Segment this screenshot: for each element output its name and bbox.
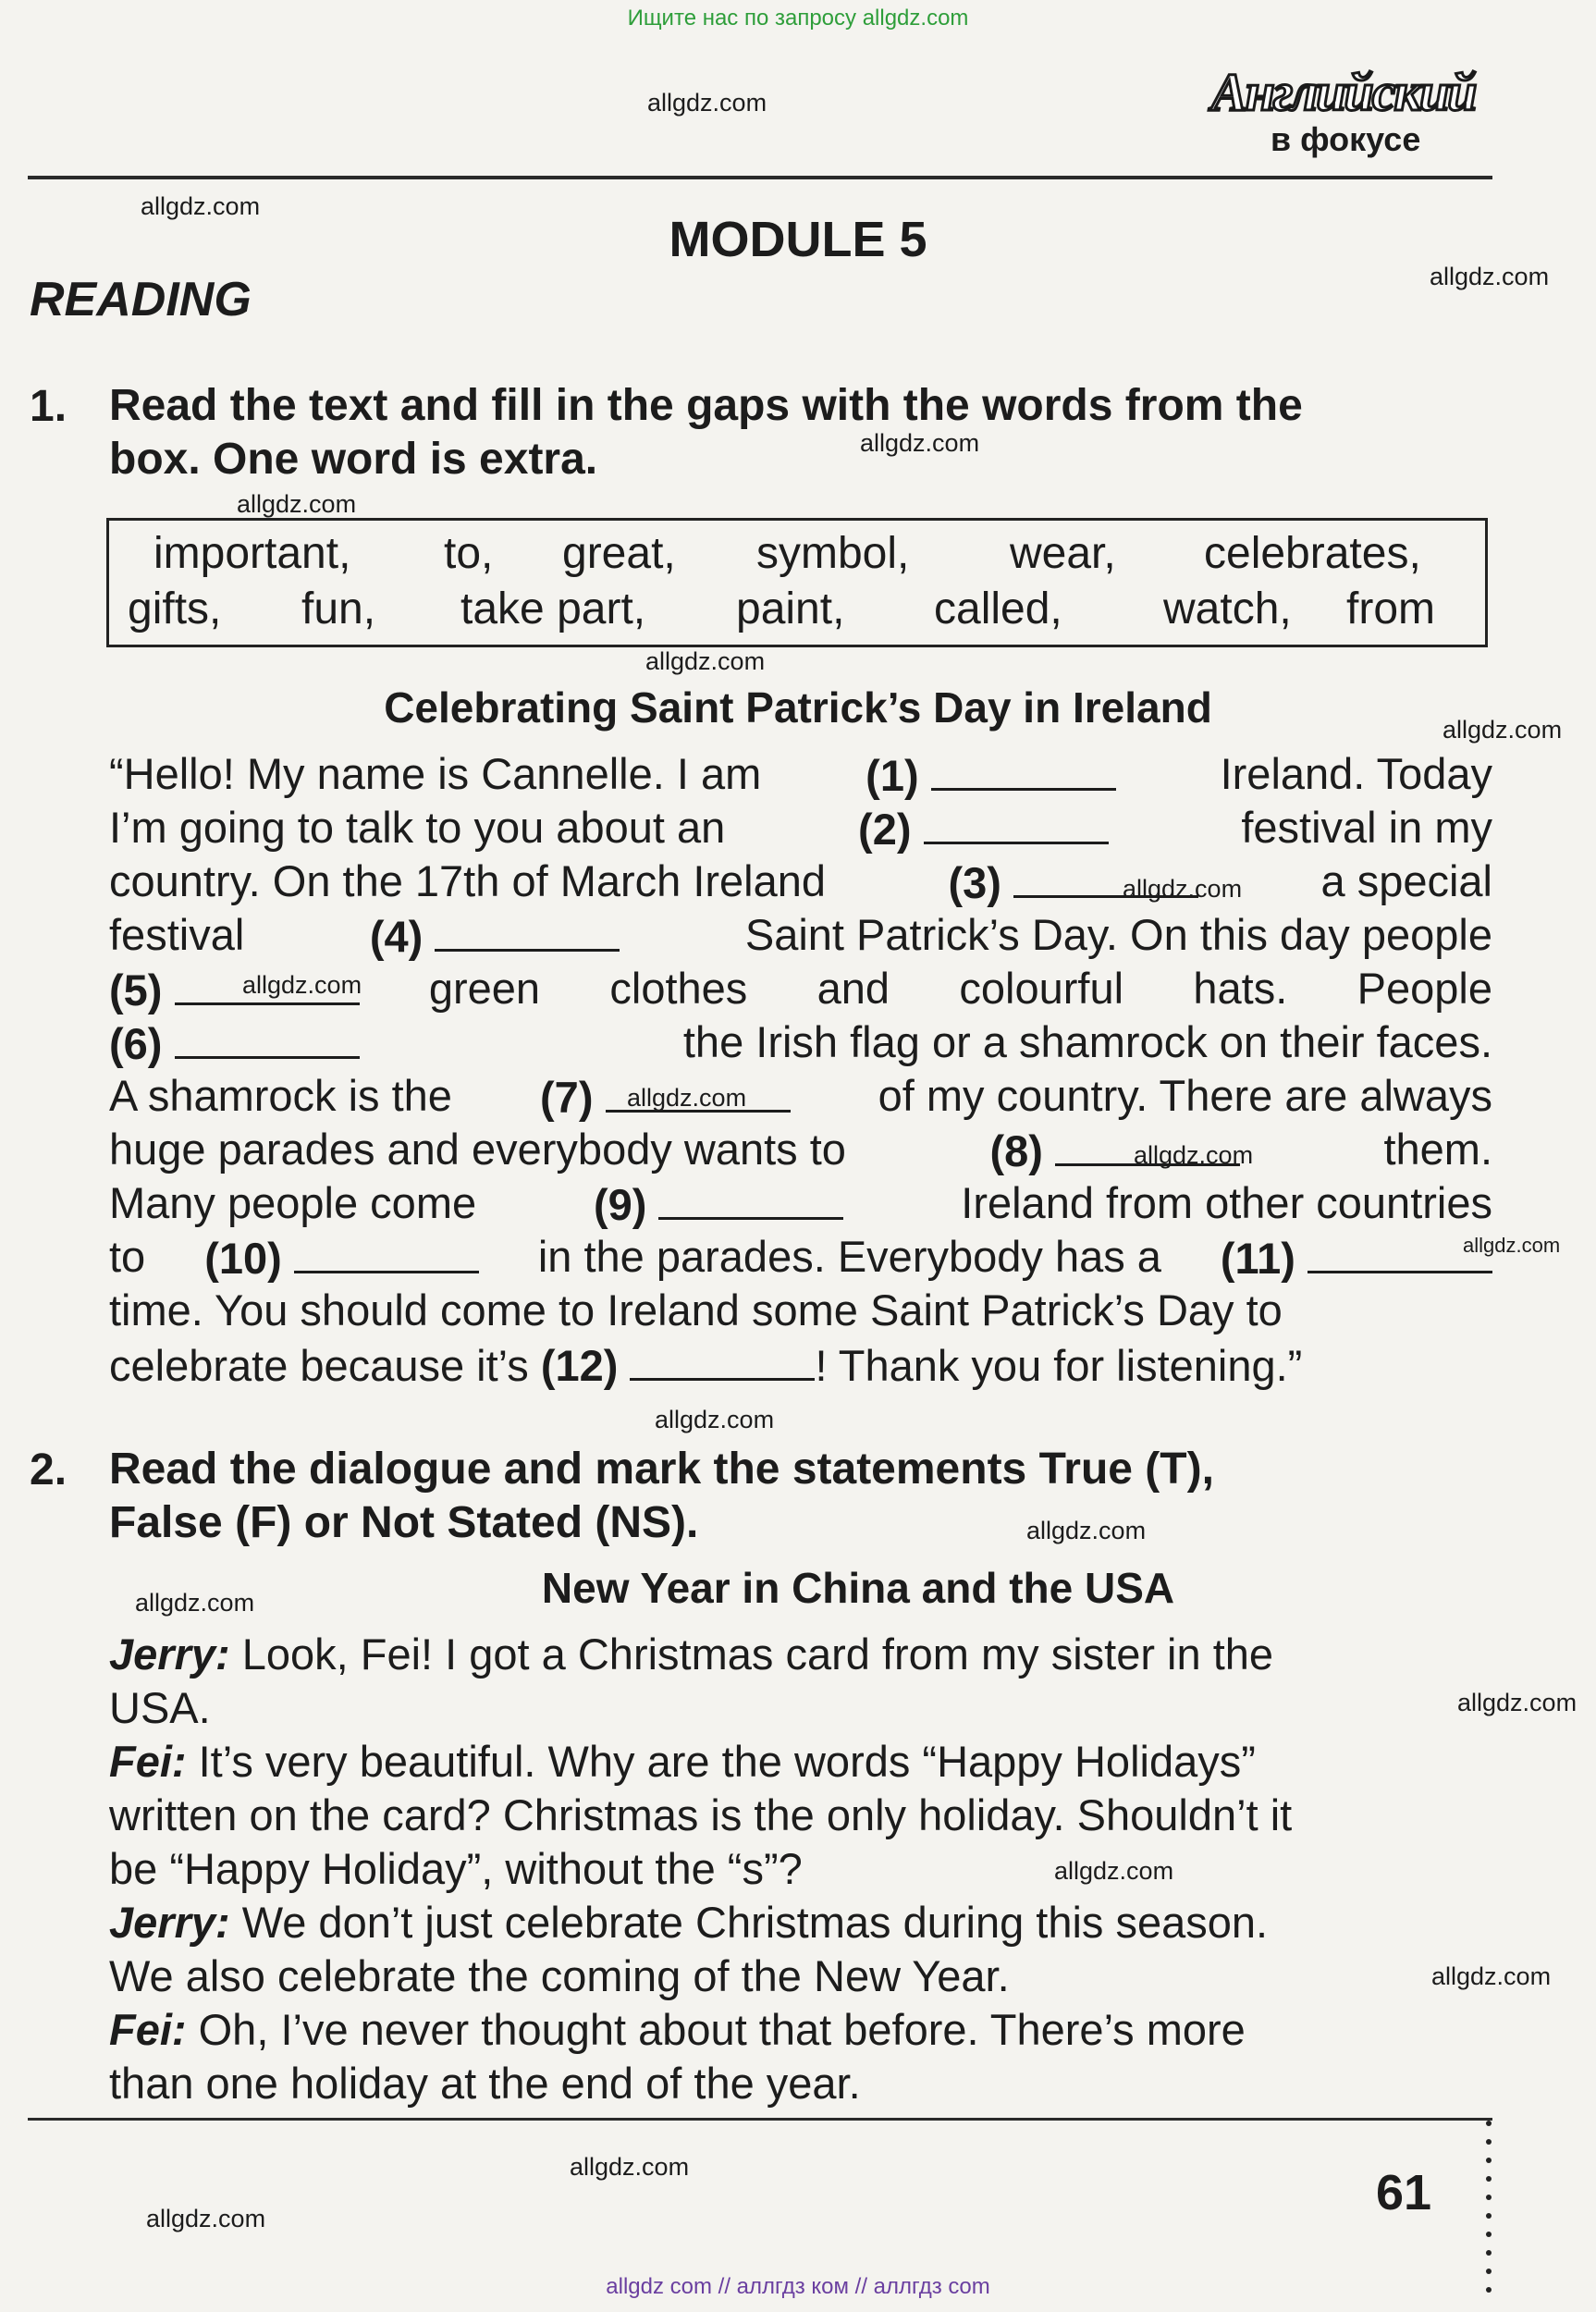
text-span: ! Thank you for listening.” [815,1341,1303,1390]
gap-blank[interactable] [658,1176,843,1220]
text-span: Many people come [109,1178,477,1227]
text-line [109,908,1492,964]
gap-blank[interactable] [435,908,620,952]
speaker-name: Jerry: [109,1629,230,1679]
watermark: allgdz.com [1443,716,1563,744]
text-span: People [1357,964,1492,1013]
gap-number: (7) [540,1073,594,1122]
gap-number: (11) [1220,1234,1295,1283]
gap-blank[interactable] [931,747,1116,791]
word: to, [444,529,494,578]
dialogue-line [109,2003,1492,2057]
watermark: allgdz.com [647,89,767,117]
text-span: and [816,964,890,1013]
watermark: allgdz.com [146,2205,266,2232]
task1-instruction-line1 [109,379,1496,433]
text-span: in the parades. Everybody has a [537,1232,1161,1281]
text-span: Look, Fei! I got a Christmas card from my sister in the [241,1629,1274,1679]
task2-instruction [109,1443,1496,1550]
speaker-name: Fei: [109,2005,187,2054]
text-line [109,1123,1492,1178]
watermark: allgdz.com [135,1589,255,1617]
text-line [109,1015,1492,1071]
module-title: MODULE 5 [669,212,927,267]
book-logo [1211,61,1507,163]
text-span: a special [1320,856,1492,905]
gap-blank[interactable] [924,801,1109,844]
page-number: 61 [1376,2165,1432,2220]
text-span: “Hello! My name is Cannelle. I am [109,749,762,798]
word: symbol, [756,529,910,578]
text-span: colourful [959,964,1124,1013]
text-span: clothes [609,964,748,1013]
text-span: time. You should come to Ireland some Saint Patrick’s Day to [109,1285,1283,1334]
text-span: I’m going to talk to you about an [109,803,726,852]
task1-line1-text: Read the text and fill in the gaps with the words from the [109,381,1303,430]
gap-number: (3) [948,858,1001,907]
watermark: allgdz.com [1134,1141,1254,1169]
text-span: Ireland. Today [1220,749,1492,798]
dotted-border-decoration [1484,2118,1493,2303]
word: gifts, [128,584,222,633]
text-span: USA. [109,1683,211,1732]
watermark: allgdz.com [655,1406,775,1433]
watermark: allgdz.com [1431,1962,1552,1990]
text-span: hats. [1193,964,1288,1013]
watermark: allgdz.com [1463,1234,1561,1257]
gap-blank[interactable] [630,1337,815,1381]
dialogue-line [109,1896,1492,1949]
dialogue-title: New Year in China and the USA [541,1564,1175,1612]
gap-blank[interactable] [175,1015,360,1059]
dialogue-line [109,1842,1492,1896]
text-span: written on the card? Christmas is the only holiday. Shouldn’t it [109,1790,1293,1839]
text-span: A shamrock is the [109,1071,452,1120]
gap-number: (10) [204,1234,282,1283]
watermark: allgdz.com [1026,1517,1147,1544]
text-span: Saint Patrick’s Day. On this day people [744,910,1492,959]
gap-blank[interactable] [294,1230,479,1273]
dialogue-line [109,1789,1492,1842]
text-line [109,855,1492,910]
text-line [109,1284,1492,1337]
watermark: allgdz.com [1457,1689,1578,1716]
top-banner[interactable]: Ищите нас по запросу allgdz.com [627,6,969,31]
text-span: the Irish flag or a shamrock on their faces. [682,1017,1492,1066]
section-title: READING [30,273,252,326]
text-span: festival [109,910,245,959]
word: wear, [1010,529,1116,578]
text-span: Ireland from other countries [961,1178,1492,1227]
watermark: allgdz.com [242,971,362,999]
word-box [106,518,1488,647]
gap-number: (5) [109,965,163,1015]
task2-instruction-line1 [109,1443,1496,1496]
dialogue-line [109,1949,1492,2003]
watermark: allgdz.com [570,2153,690,2181]
word: take part, [460,584,646,633]
logo-main-text: Английский [1211,62,1476,122]
dialogue-line [109,1735,1492,1789]
text-span: We don’t just celebrate Christmas during this season. [241,1898,1269,1947]
gap-number: (8) [989,1126,1043,1175]
watermark: allgdz.com [627,1084,747,1112]
word: great, [562,529,676,578]
gap-number: (9) [593,1180,647,1229]
bottom-banner[interactable]: allgdz com // аллгдз ком // аллгдз com [606,2274,990,2299]
text-span: green [428,964,541,1013]
text-line [109,1069,1492,1125]
watermark: allgdz.com [141,192,261,220]
text-span: festival in my [1241,803,1492,852]
header-rule [28,176,1492,179]
text-span: We also celebrate the coming of the New Year. [109,1951,1010,2000]
watermark: allgdz.com [1054,1857,1174,1885]
speaker-name: Fei: [109,1737,187,1786]
text-span: huge parades and everybody wants to [109,1125,846,1174]
watermark: allgdz.com [645,647,766,675]
text-line [109,1176,1492,1232]
text-span: Oh, I’ve never thought about that before. There’s more [198,2005,1246,2054]
word: paint, [736,584,845,633]
text-span: be “Happy Holiday”, without the “s”? [109,1844,803,1893]
word: fun, [301,584,376,633]
task2-number: 2. [30,1445,68,1494]
word: from [1346,584,1435,633]
gap-number: (12) [540,1341,619,1390]
gap-number: (2) [858,805,912,854]
speaker-name: Jerry: [109,1898,230,1947]
word: called, [934,584,1062,633]
text-line [109,801,1492,856]
gap-number: (4) [369,912,424,961]
text-span: to [109,1232,146,1281]
task2-line1-text: Read the dialogue and mark the statements True (T), [109,1445,1214,1494]
text-line [109,1230,1492,1285]
text-line [109,747,1492,803]
task1-instruction [109,379,1496,486]
watermark: allgdz.com [860,429,980,457]
task1-instruction-line2: box. One word is extra. [109,435,598,484]
watermark: allgdz.com [237,490,357,518]
text-span: It’s very beautiful. Why are the words “Happy Holidays” [198,1737,1256,1786]
text-span: country. On the 17th of March Ireland [109,856,827,905]
dialogue-line [109,2057,1492,2110]
text-span: celebrate because it’s [109,1341,529,1390]
text-span: than one holiday at the end of the year. [109,2059,861,2108]
word: important, [153,529,351,578]
gap-number: (6) [109,1019,163,1068]
dialogue-line [109,1681,1492,1735]
dialogue-line [109,1628,1492,1681]
word: celebrates, [1204,529,1421,578]
text-span: of my country. There are always [878,1071,1492,1120]
text-line [109,1337,1492,1393]
watermark: allgdz.com [1430,263,1550,290]
word: watch, [1163,584,1292,633]
footer-rule [28,2118,1492,2121]
watermark: allgdz.com [1123,875,1243,903]
text-span: them. [1383,1125,1492,1174]
logo-sub-text: в фокусе [1271,120,1421,158]
gap-number: (1) [866,751,919,800]
story-title: Celebrating Saint Patrick’s Day in Ireland [384,683,1212,732]
task2-instruction-line2: False (F) or Not Stated (NS). [109,1498,699,1547]
task1-number: 1. [30,382,68,431]
